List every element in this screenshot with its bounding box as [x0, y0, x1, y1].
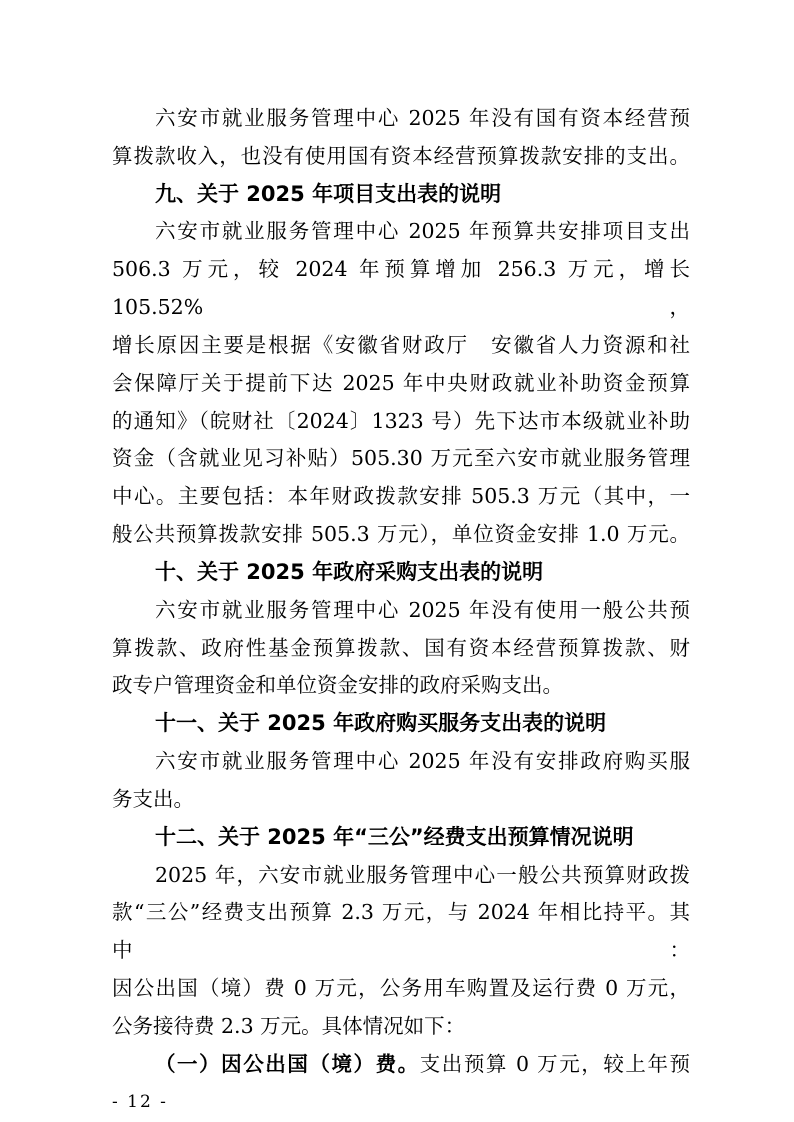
paragraph-line: 六安市就业服务管理中心 2025 年没有使用一般公共预 [155, 597, 690, 622]
paragraph-line: 会保障厅关于提前下达 2025 年中央财政就业补助资金预算 [112, 370, 690, 395]
page-content [112, 100, 690, 1112]
paragraph-line: 算拨款收入，也没有使用国有资本经营预算拨款安排的支出。 [112, 143, 690, 168]
paragraph-line: 因公出国（境）费 0 万元，公务用车购置及运行费 0 万元， [112, 976, 690, 1001]
paragraph-line: 款“三公”经费支出预算 2.3 万元，与 2024 年相比持平。其中： [112, 900, 690, 963]
paragraph-line: 算拨款、政府性基金预算拨款、国有资本经营预算拨款、财 [112, 635, 690, 660]
paragraph-line [112, 1046, 690, 1084]
paragraph-line: 六安市就业服务管理中心 2025 年预算共安排项目支出 [155, 219, 690, 244]
paragraph-line: 六安市就业服务管理中心 2025 年没有安排政府购买服 [155, 749, 690, 774]
text-run: 支出预算 0 万元，较上年预 [419, 1051, 691, 1076]
paragraph-line: 中心。主要包括：本年财政拨款安排 505.3 万元（其中，一 [112, 484, 690, 509]
paragraph-line: 政专户管理资金和单位资金安排的政府采购支出。 [112, 673, 563, 698]
paragraph-line: 资金（含就业见习补贴）505.30 万元至六安市就业服务管理 [112, 446, 690, 471]
paragraph-line: 2025 年，六安市就业服务管理中心一般公共预算财政拨 [155, 862, 690, 887]
paragraph-line: 六安市就业服务管理中心 2025 年没有国有资本经营预 [155, 106, 690, 130]
paragraph-line: 的通知》（皖财社〔2024〕1323 号）先下达市本级就业补助 [112, 408, 690, 433]
paragraph-line: 公务接待费 2.3 万元。具体情况如下： [112, 1013, 466, 1038]
page-number: - 12 - [112, 1091, 168, 1112]
section-heading: 十二、关于 2025 年“三公”经费支出预算情况说明 [155, 824, 634, 849]
section-heading: 十、关于 2025 年政府采购支出表的说明 [155, 559, 544, 584]
bold-run: （一）因公出国（境）费。 [155, 1051, 420, 1076]
paragraph-line: 增长原因主要是根据《安徽省财政厅 安徽省人力资源和社 [112, 332, 690, 357]
paragraph-line: 务支出。 [112, 786, 194, 811]
paragraph-line: 506.3 万元，较 2024 年预算增加 256.3 万元，增长 105.52%， [112, 257, 690, 320]
section-heading: 九、关于 2025 年项目支出表的说明 [155, 181, 502, 206]
section-heading: 十一、关于 2025 年政府购买服务支出表的说明 [155, 711, 607, 736]
paragraph-line: 般公共预算拨款安排 505.3 万元），单位资金安排 1.0 万元。 [112, 522, 690, 547]
